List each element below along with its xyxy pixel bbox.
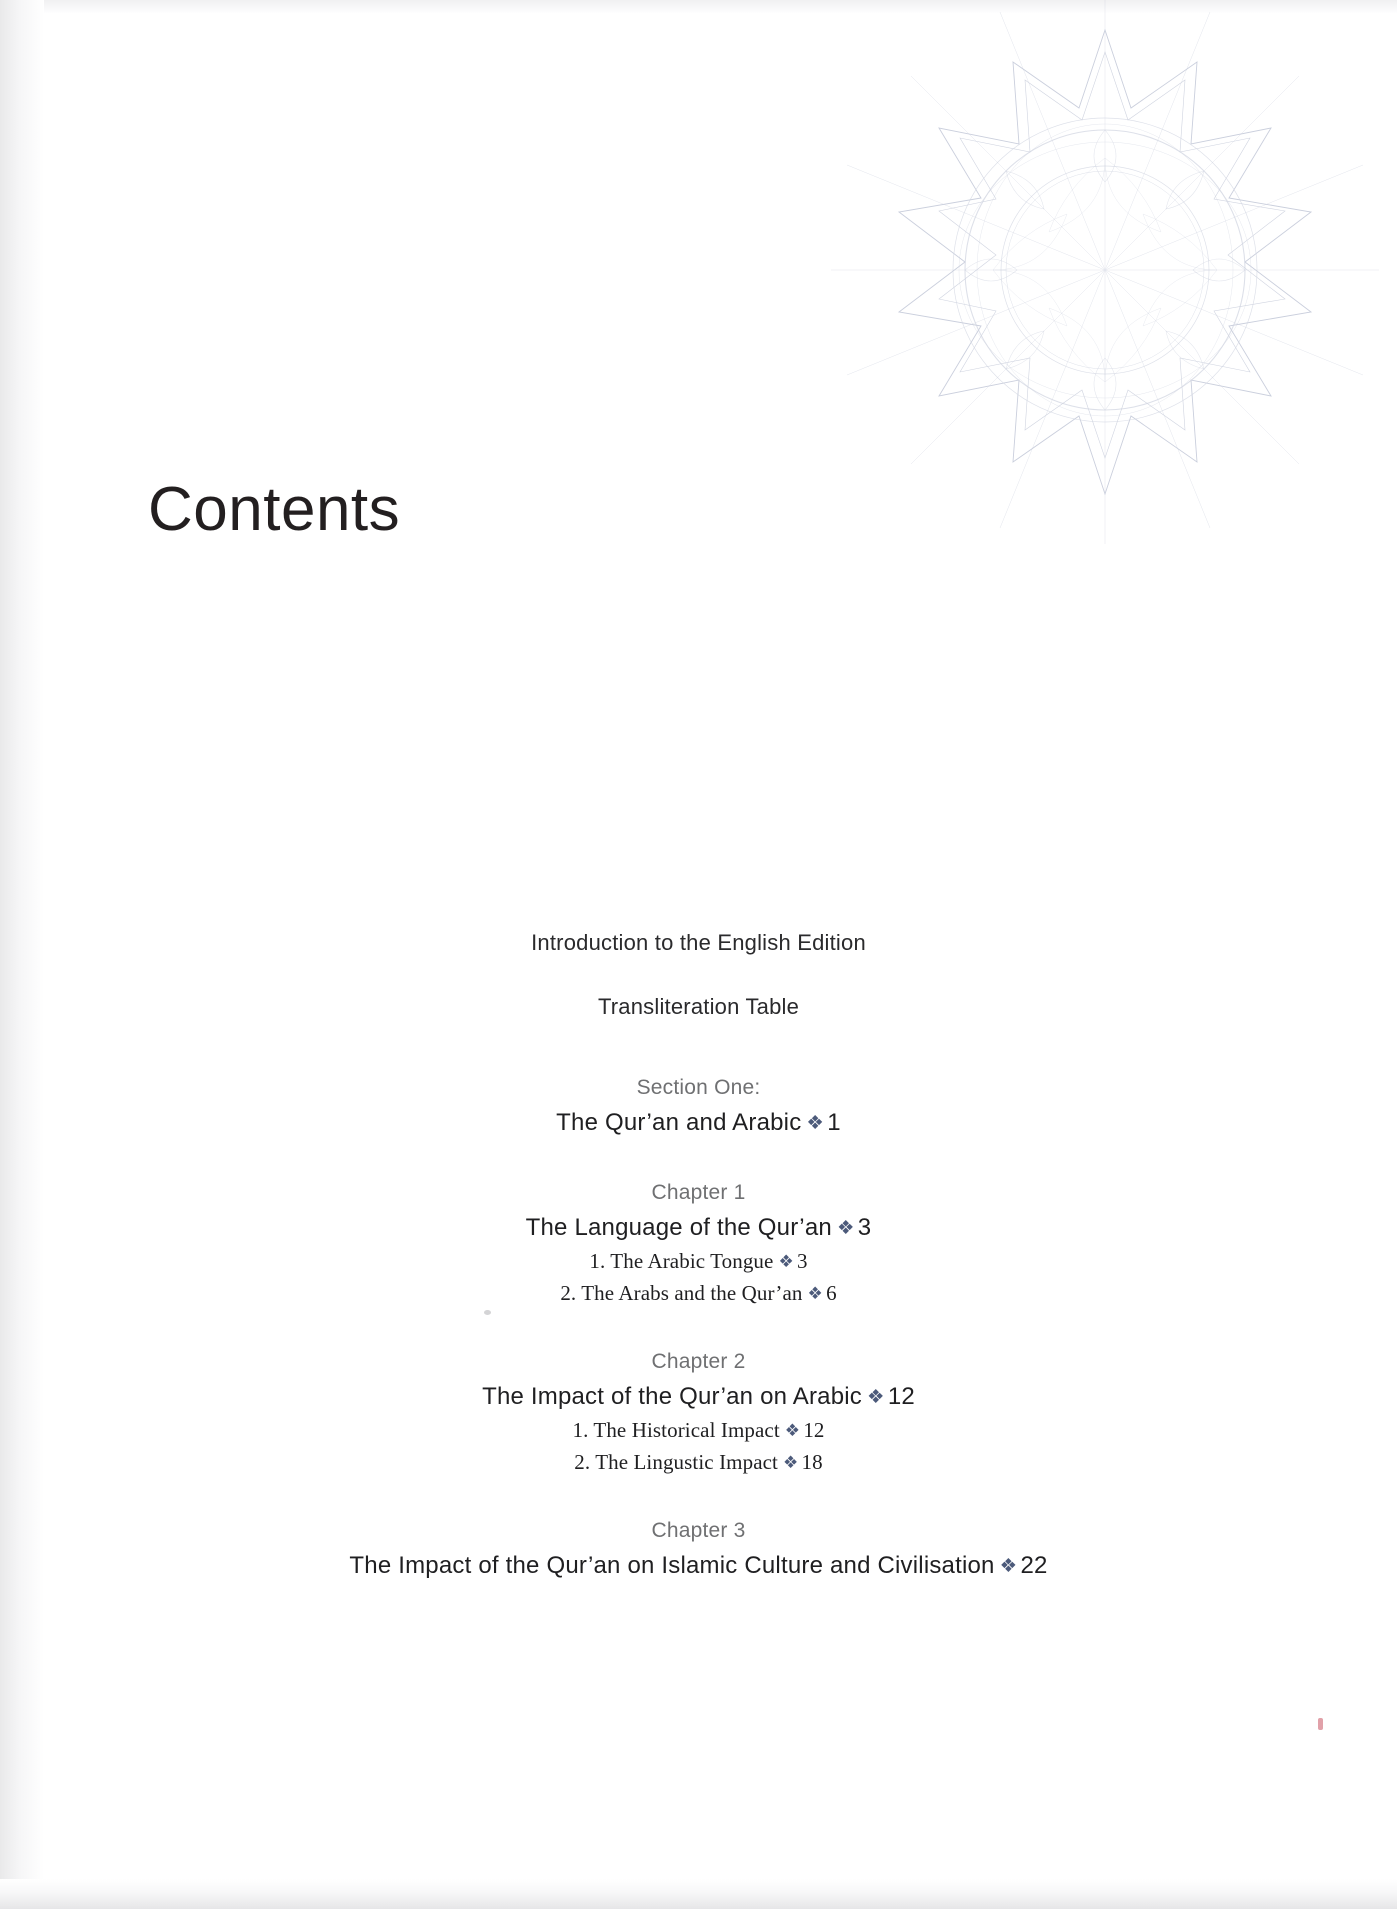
toc-front-item-label: Introduction to the English Edition — [531, 930, 866, 955]
toc-front-item-transliteration[interactable] — [0, 994, 1397, 1020]
page-bottom-shadow — [0, 1879, 1397, 1909]
toc-subitem[interactable] — [0, 1418, 1397, 1443]
toc-subitem-label: 1. The Arabic Tongue — [589, 1249, 774, 1273]
toc-group-entry[interactable] — [0, 1214, 1397, 1242]
toc-group-label: Chapter 3 — [651, 1519, 746, 1542]
toc-group-chapter-1 — [0, 1181, 1397, 1306]
toc-group-label: Section One: — [636, 1076, 761, 1099]
diamond-marker-icon: ❖ — [836, 1217, 855, 1239]
toc-subitem-label: 1. The Historical Impact — [572, 1418, 780, 1442]
toc-group-chapter-2 — [0, 1350, 1397, 1475]
diamond-marker-icon: ❖ — [806, 1112, 825, 1134]
table-of-contents — [0, 930, 1397, 1580]
toc-front-item-label: Transliteration Table — [597, 994, 800, 1019]
diamond-marker-icon: ❖ — [782, 1453, 799, 1472]
toc-subitem-page: 3 — [796, 1249, 808, 1273]
toc-group-entry[interactable] — [0, 1383, 1397, 1411]
toc-entry-title: The Qur’an and Arabic — [556, 1109, 802, 1136]
toc-subitem[interactable] — [0, 1249, 1397, 1274]
diamond-marker-icon: ❖ — [866, 1386, 885, 1408]
diamond-marker-icon: ❖ — [999, 1555, 1018, 1577]
toc-group-entry[interactable] — [0, 1552, 1397, 1580]
toc-subitem[interactable] — [0, 1450, 1397, 1475]
page-ink-speck — [1318, 1718, 1323, 1730]
star-rosette-icon — [825, 0, 1385, 550]
toc-subitem-page: 6 — [826, 1281, 837, 1305]
toc-subitem-page: 12 — [803, 1418, 825, 1442]
diamond-marker-icon: ❖ — [778, 1252, 794, 1271]
toc-entry-title: The Language of the Qur’an — [525, 1214, 832, 1241]
toc-subitem-label: 2. The Arabs and the Qur’an — [560, 1281, 803, 1305]
toc-group-chapter-3 — [0, 1519, 1397, 1580]
toc-entry-page: 3 — [857, 1214, 872, 1241]
page-top-shadow — [0, 0, 1397, 14]
diamond-marker-icon: ❖ — [784, 1421, 801, 1440]
toc-group-label: Chapter 2 — [651, 1350, 746, 1373]
toc-subitem-page: 18 — [801, 1450, 823, 1474]
toc-entry-title: The Impact of the Qur’an on Arabic — [482, 1383, 862, 1410]
toc-entry-page: 22 — [1020, 1552, 1048, 1579]
toc-subitem-label: 2. The Lingustic Impact — [574, 1450, 778, 1474]
toc-group-label: Chapter 1 — [651, 1181, 746, 1204]
toc-subitem[interactable] — [0, 1281, 1397, 1306]
toc-entry-page: 12 — [887, 1383, 915, 1410]
page-title: Contents — [148, 475, 401, 544]
toc-group-section-one — [0, 1076, 1397, 1137]
page-dust-speck — [484, 1310, 491, 1315]
toc-group-entry[interactable] — [0, 1109, 1397, 1137]
toc-front-item-introduction[interactable] — [0, 930, 1397, 956]
toc-entry-page: 1 — [827, 1109, 841, 1136]
toc-entry-title: The Impact of the Qur’an on Islamic Culture and Civilisation — [349, 1552, 995, 1579]
diamond-marker-icon: ❖ — [807, 1284, 824, 1303]
